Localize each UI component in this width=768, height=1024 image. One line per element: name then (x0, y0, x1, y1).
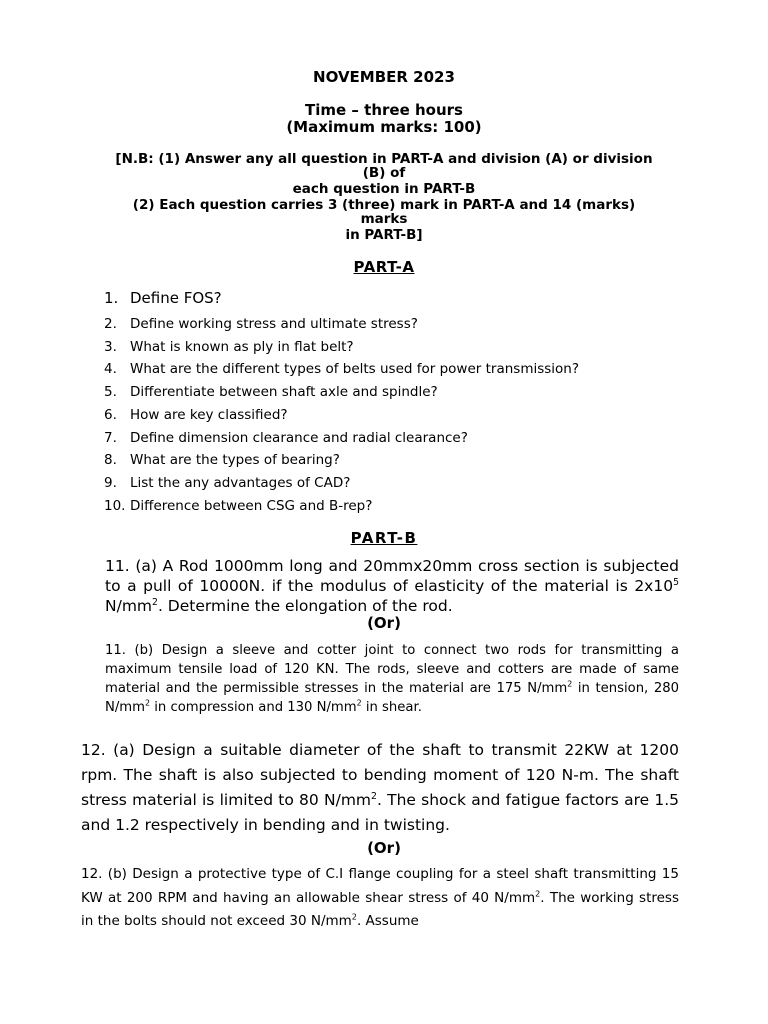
or-separator: (Or) (367, 614, 401, 632)
question-12a: 12. (a) Design a suitable diameter of the shaft to transmit 22KW at 1200 rpm. The shaft is also subjected to bending moment of 120 N-m. The shaft stress material is limited to 80 $N/mm^2$. The shock and fatigue factors are 1.5 and 1.2 respectively in bending and in twisting. (81, 741, 680, 834)
instructions-line: (B) of (362, 165, 406, 181)
instructions-line: (2) Each question carries 3 (three) mark in PART-A and 14 (marks) (132, 197, 636, 213)
instructions-line: [N.B: (1) Answer any all question in PART-A and division (A) or division (115, 151, 653, 167)
question-12b: 12. (b) Design a protective type of C.I flange coupling for a steel shaft transmitting 15 KW at 200 RPM and having an allowable shear stress of 40 $N/mm^2$. The working stress in the bolts should not exceed 30 $N/mm^2$. Assume (81, 866, 679, 929)
list-item: 3. What is known as ply in flat belt? (104, 339, 354, 355)
question-11a: 11. (a) A Rod 1000mm long and 20mmx20mm cross section is subjected to a pull of 10000N. if the modulus of elasticity of the material is $2x10^5$ $N/mm^2$. Determine the elongation of the rod. (105, 557, 679, 615)
list-item: 1. Define FOS? (104, 289, 222, 307)
list-item: 8. What are the types of bearing? (104, 452, 340, 468)
exam-max-marks: (Maximum marks: 100) (286, 118, 482, 136)
exam-date: NOVEMBER 2023 (313, 68, 455, 86)
question-11b: 11. (b) Design a sleeve and cotter joint to connect two rods for transmitting a maximum tensile load of 120 KN. The rods, sleeve and cotters are made of same material and the permissible stresses in the material are 175 $N/mm^2$ in tension, 280 $N/mm^2$ in compression and 130 $N/mm^2$ in shear. (105, 643, 679, 715)
list-item: 5. Differentiate between shaft axle and spindle? (104, 384, 438, 400)
part-a-heading: PART-A (353, 258, 415, 276)
list-item: 9. List the any advantages of CAD? (104, 475, 351, 491)
list-item: 4. What are the different types of belts used for power transmission? (104, 361, 580, 377)
instructions-line: marks (360, 211, 408, 227)
instructions-line: in PART-B] (345, 227, 423, 243)
instructions-line: each question in PART-B (292, 181, 476, 197)
part-b-heading: PART-B (350, 529, 418, 547)
list-item: 7. Define dimension clearance and radial clearance? (104, 430, 468, 446)
exam-duration: Time – three hours (305, 101, 463, 119)
list-item: 10. Difference between CSG and B-rep? (104, 498, 373, 514)
list-item: 2. Define working stress and ultimate stress? (104, 316, 418, 332)
list-item: 6. How are key classified? (104, 407, 288, 423)
or-separator: (Or) (367, 839, 401, 857)
